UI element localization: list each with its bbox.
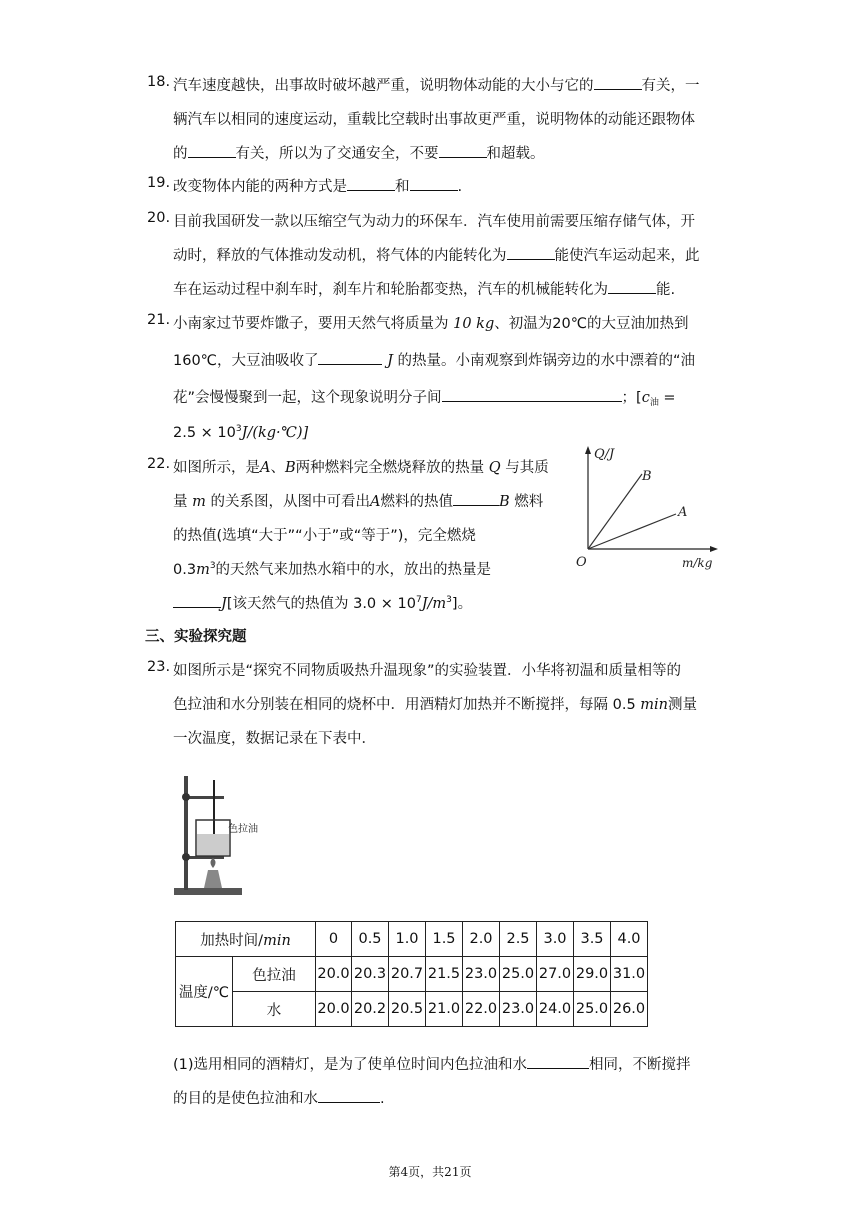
question-line: 目前我国研发一款以压缩空气为动力的环保车．汽车使用前需要压缩存储气体，开 — [173, 214, 695, 230]
question-line: 动时，释放的气体推动发动机，将气体的内能转化为 能使汽车运动起来，此 — [173, 244, 700, 265]
table-cell: 20.0 — [316, 957, 352, 992]
y-axis-arrow — [585, 446, 591, 454]
table-cell: 25.0 — [574, 992, 611, 1027]
table-cell: 27.0 — [537, 957, 574, 992]
table-row — [176, 992, 648, 1027]
answer-blank[interactable] — [439, 143, 487, 159]
table-cell: 22.0 — [463, 992, 500, 1027]
table-cell: 1.5 — [426, 922, 463, 957]
alcohol-lamp — [204, 870, 222, 888]
table-cell: 24.0 — [537, 992, 574, 1027]
question-line: $2.5 \times 10^3J/(kg\cdot℃)$] — [173, 424, 309, 441]
row-label-cell: 水 — [233, 992, 316, 1027]
table-cell: 21.0 — [426, 992, 463, 1027]
question-line: 辆汽车以相同的速度运动，重载比空载时出事故更严重，说明物体的动能还跟物体 — [173, 112, 695, 128]
row-label-cell: 色拉油 — [233, 957, 316, 992]
page-footer: 第4页，共21页 — [388, 1165, 472, 1179]
question-line: 改变物体内能的两种方式是 和 . — [173, 175, 462, 196]
question-number: 19. — [147, 175, 171, 191]
question-line: 花”会慢慢聚到一起，这个现象说明分子间 ；[$c_油$ = — [173, 386, 676, 408]
question-number: 20. — [147, 210, 171, 226]
question-line: 的 有关，所以为了交通安全，不要 和超载。 — [173, 142, 545, 163]
question-line: 色拉油和水分别装在相同的烧杯中．用酒精灯加热并不断搅拌，每隔 0.5 min测量 — [173, 697, 698, 713]
answer-blank[interactable] — [318, 1088, 380, 1104]
question-line: 的热值(选填“大于”“小于”或“等于”)，完全燃烧 — [173, 528, 476, 544]
flame — [211, 858, 216, 868]
table-cell: 0 — [316, 922, 352, 957]
question-line: 一次温度，数据记录在下表中． — [173, 731, 376, 747]
answer-blank[interactable] — [594, 75, 642, 91]
table-cell: 20.3 — [352, 957, 389, 992]
answer-blank[interactable] — [608, 279, 656, 295]
answer-blank[interactable] — [410, 176, 458, 192]
ring-knob — [182, 853, 190, 861]
question-number: 22. — [147, 456, 171, 472]
temp-header-cell: 温度/℃ — [176, 957, 233, 1027]
table-row — [176, 922, 648, 957]
table-cell: 20.7 — [389, 957, 426, 992]
table-cell: 4.0 — [611, 922, 648, 957]
question-number: 18. — [147, 74, 171, 90]
answer-blank[interactable] — [527, 1054, 589, 1070]
x-axis-arrow — [710, 546, 718, 552]
question-number: 21. — [147, 312, 171, 328]
table-cell: 25.0 — [500, 957, 537, 992]
data-table — [175, 921, 648, 1027]
line-b-label: B — [642, 469, 652, 484]
time-header-cell: 加热时间/min — [176, 922, 316, 957]
table-cell: 23.0 — [500, 992, 537, 1027]
question-line: $0.3m^3$的天然气来加热水箱中的水，放出的热量是 — [173, 561, 492, 578]
origin-label: O — [576, 555, 587, 570]
question-line: 量 m 的关系图，从图中可看出A燃料的热值 B 燃料 — [173, 490, 543, 511]
table-cell: 2.0 — [463, 922, 500, 957]
table-cell: 3.5 — [574, 922, 611, 957]
table-cell: 21.5 — [426, 957, 463, 992]
answer-blank[interactable] — [453, 491, 499, 507]
x-axis-label: m/kg — [682, 556, 713, 570]
answer-blank[interactable] — [173, 593, 221, 609]
table-cell: 29.0 — [574, 957, 611, 992]
apparatus-figure — [170, 772, 280, 898]
table-cell: 20.5 — [389, 992, 426, 1027]
table-cell: 23.0 — [463, 957, 500, 992]
q-m-graph — [572, 444, 722, 574]
question-line: 160℃，大豆油吸收了 J 的热量。小南观察到炸锅旁边的水中漂着的“油 — [173, 349, 695, 370]
line-a-label: A — [678, 505, 688, 520]
clamp-knob — [182, 793, 190, 801]
answer-blank[interactable] — [318, 350, 382, 366]
question-line: 车在运动过程中刹车时，刹车片和轮胎都变热，汽车的机械能转化为 能. — [173, 278, 675, 299]
answer-blank[interactable] — [442, 387, 622, 403]
table-cell: 31.0 — [611, 957, 648, 992]
table-cell: 20.2 — [352, 992, 389, 1027]
answer-blank[interactable] — [188, 143, 236, 159]
answer-blank[interactable] — [347, 176, 395, 192]
table-cell: 20.0 — [316, 992, 352, 1027]
table-cell: 1.0 — [389, 922, 426, 957]
question-line: 汽车速度越快，出事故时破坏越严重，说明物体动能的大小与它的 有关，一 — [173, 74, 700, 95]
section-heading: 三、实验探究题 — [145, 629, 247, 645]
question-line: J[该天然气的热值为 $3.0 \times 10^7J/m^3$]。 — [173, 592, 472, 613]
table-row — [176, 957, 648, 992]
question-line: 如图所示是“探究不同物质吸热升温现象”的实验装置．小华将初温和质量相等的 — [173, 663, 682, 679]
answer-blank[interactable] — [507, 245, 555, 261]
question-line: 的目的是使色拉油和水 . — [173, 1087, 385, 1108]
question-line: (1)选用相同的酒精灯，是为了使单位时间内色拉油和水 相同，不断搅拌 — [173, 1053, 691, 1074]
table-cell: 3.0 — [537, 922, 574, 957]
clamp-top — [184, 796, 224, 799]
table-cell: 2.5 — [500, 922, 537, 957]
figure-label: 色拉油 — [228, 824, 258, 835]
table-cell: 26.0 — [611, 992, 648, 1027]
oil-liquid — [197, 834, 229, 855]
question-line: 小南家过节要炸馓子，要用天然气将质量为 10 kg、初温为20℃的大豆油加热到 — [173, 316, 689, 332]
question-number: 23. — [147, 659, 171, 675]
question-line: 如图所示，是A、B两种燃料完全燃烧释放的热量 Q 与其质 — [173, 460, 549, 476]
table-cell: 0.5 — [352, 922, 389, 957]
y-axis-label: Q/J — [594, 447, 615, 462]
